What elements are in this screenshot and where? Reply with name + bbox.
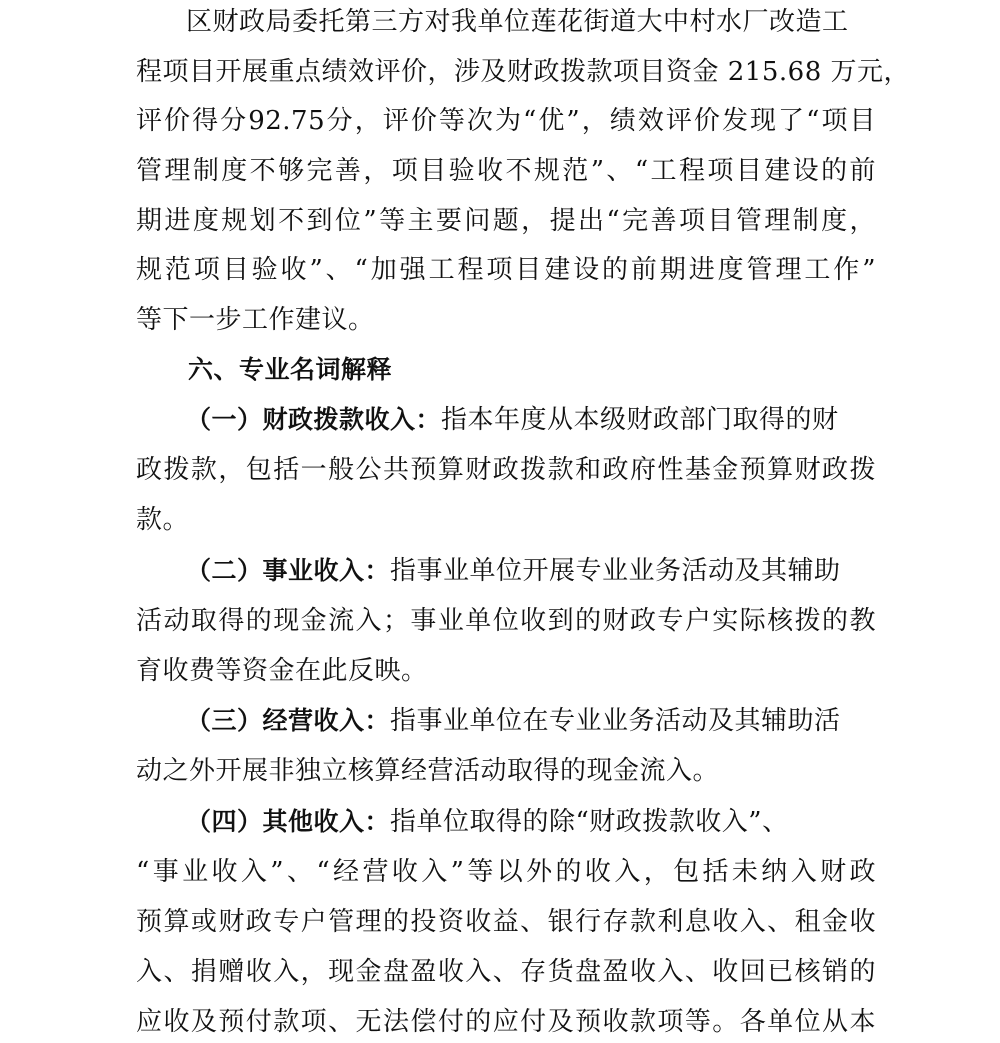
paragraph-line: 区财政局委托第三方对我单位莲花街道大中村水厂改造工 [186,7,849,37]
definition-term: （三）经营收入： [186,706,391,735]
paragraph-line: 程项目开展重点绩效评价，涉及财政拨款项目资金 215.68 万元， [136,57,911,87]
paragraph-line: 评价得分92.75分，评价等次为“优”，绩效评价发现了“项目 [136,106,876,136]
definition-line: 入、捐赠收入，现金盘盈收入、存货盘盈收入、收回已核销的 [136,957,876,987]
definition-term: （四）其他收入： [186,807,391,836]
definition-line: “事业收入”、“经营收入”等以外的收入，包括未纳入财政 [136,857,876,887]
definition-line [186,400,876,440]
paragraph-line: 期进度规划不到位”等主要问题，提出“完善项目管理制度， [136,206,876,236]
paragraph-line: 等下一步工作建议。 [136,305,375,335]
definition-line: 款。 [136,505,190,535]
definition-text: 指事业单位在专业业务活动及其辅助活 [390,706,841,736]
definition-line: 活动取得的现金流入；事业单位收到的财政专户实际核拨的教 [136,606,876,636]
definition-term: （二）事业收入： [186,556,391,585]
definition-line: 预算或财政专户管理的投资收益、银行存款利息收入、租金收 [136,907,876,937]
definition-text: 指单位取得的除“财政拨款收入”、 [390,807,789,837]
definition-line: 应收及预付款项、无法偿付的应付及预收款项等。各单位从本 [136,1007,876,1037]
section-heading: 六、专业名词解释 [188,355,393,384]
definition-line [186,802,876,842]
definition-line [186,551,876,591]
definition-line [186,701,876,741]
paragraph-line: 管理制度不够完善，项目验收不规范”、“工程项目建设的前 [136,156,876,186]
definition-line: 动之外开展非独立核算经营活动取得的现金流入。 [136,756,720,786]
definition-term: （一）财政拨款收入： [186,405,442,434]
definition-line: 政拨款，包括一般公共预算财政拨款和政府性基金预算财政拨 [136,455,876,485]
definition-text: 指本年度从本级财政部门取得的财 [441,405,839,435]
definition-line: 育收费等资金在此反映。 [136,656,428,686]
definition-text: 指事业单位开展专业业务活动及其辅助 [390,556,841,586]
paragraph-line: 规范项目验收”、“加强工程项目建设的前期进度管理工作” [136,255,876,285]
